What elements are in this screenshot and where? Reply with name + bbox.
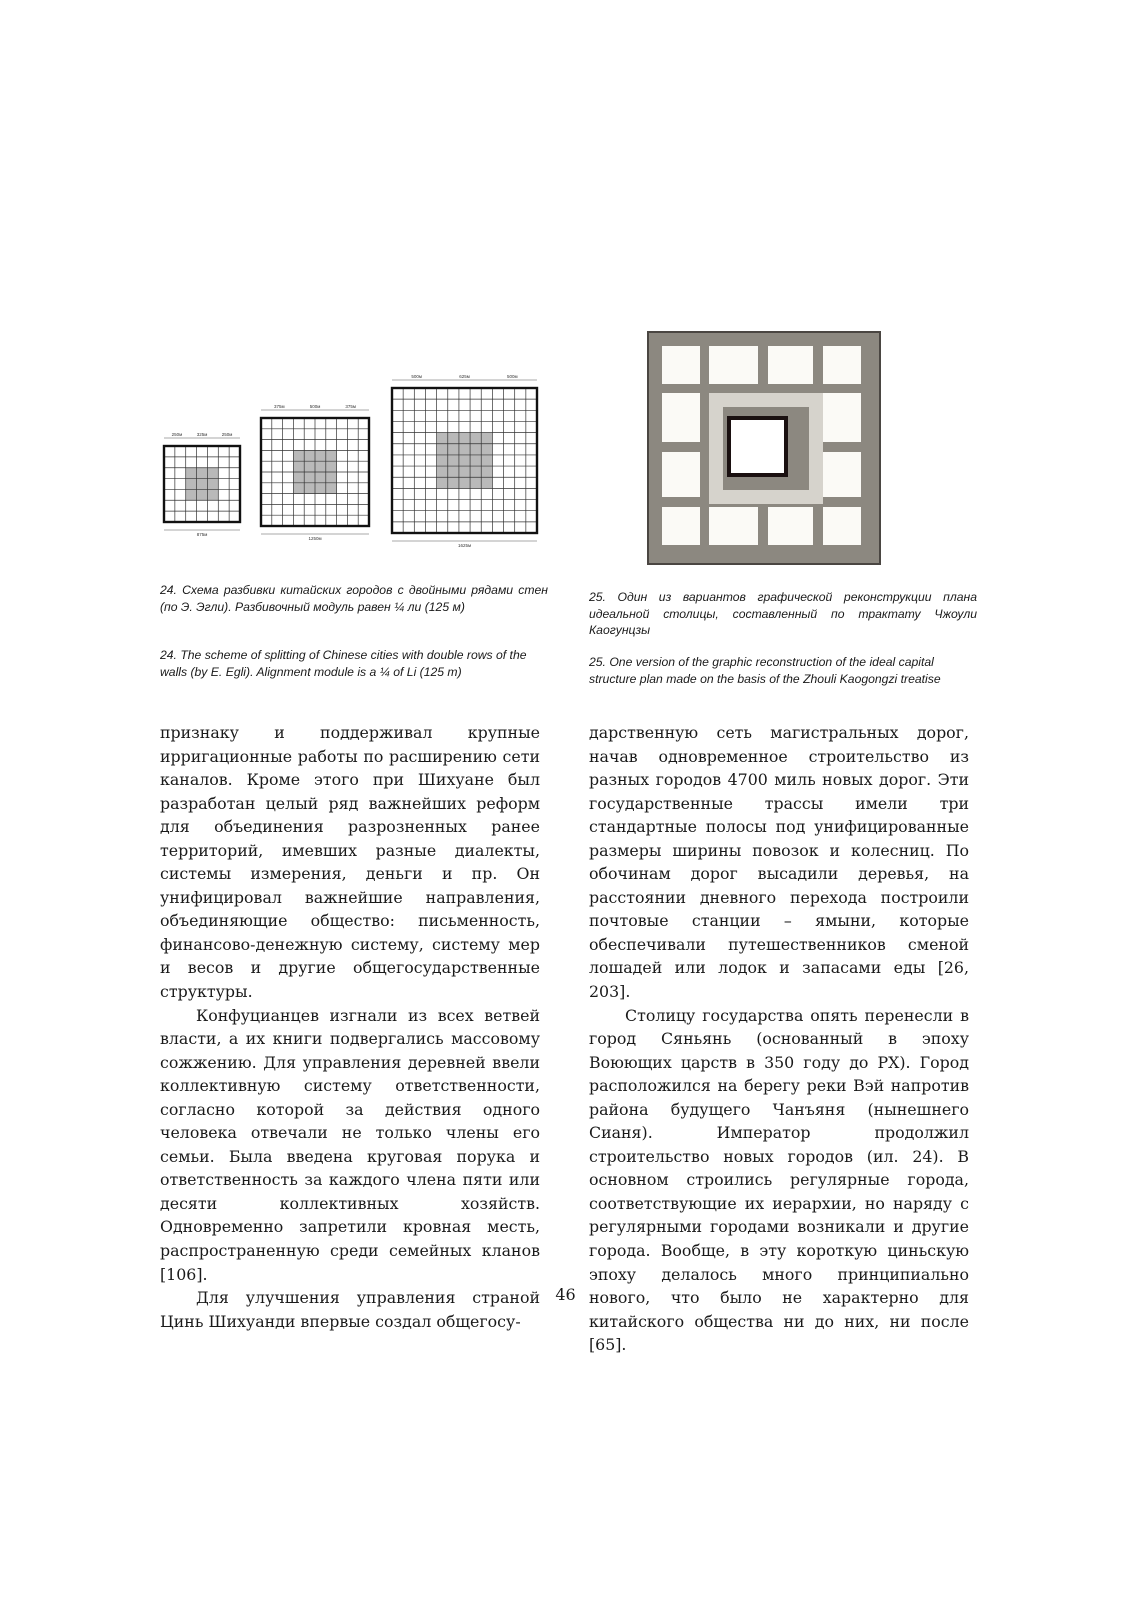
- city-block: [709, 507, 758, 545]
- city-block: [662, 507, 700, 545]
- figure-24-caption-en: 24. The scheme of splitting of Chinese cities with double rows of the walls (by E. Egli). Alignment module is a ¼ of Li (125 m): [160, 648, 527, 679]
- inner-block: [709, 490, 823, 504]
- dimension-label: 500м: [507, 374, 518, 379]
- dimension-label: 375м: [274, 404, 285, 409]
- city-block: [768, 507, 813, 545]
- paragraph: дарственную сеть магистральных дорог, начав одновременное строительство из разных городов 4700 миль новых дорог. Эти государственные трассы имели три стандартные полосы под унифицированные размеры ширины повозок и колесниц. По обочинам дорог высадили деревья, на расстоянии дневного перехода построили почтовые станции – ямыни, которые обеспечивали путешественников сменой лошадей или лодок и запасами еды [26, 203].: [589, 723, 969, 1002]
- figure-24-caption-ru: 24. Схема разбивки китайских городов с двойными рядами стен (по Э. Эгли). Разбивочный модуль равен ¼ ли (125 м): [160, 583, 548, 614]
- city-block: [662, 346, 700, 384]
- dimension-label: 1250м: [308, 536, 322, 541]
- figure-25-caption-ru: 25. Один из вариантов графической реконструкции плана идеальной столицы, составленный по трактату Чжоули Каогунцзы: [589, 590, 977, 638]
- city-block: [823, 452, 861, 497]
- page-number: 46: [555, 1285, 576, 1304]
- inner-block: [809, 407, 823, 490]
- paragraph: Столицу государства опять перенесли в город Сяньянь (основанный в эпоху Воюющих царств в 350 году до РХ). Город расположился на берегу реки Вэй напротив района будущего Чанъяня (нынешнего Сианя). Император продолжил строительство новых городов (ил. 24). В основном строились регулярные города, соответствующие их иерархии, но наряду с регулярными городами возникали и другие города. Вообще, в эту короткую циньскую эпоху делалось много принципиально нового, что было не характерно для китайского общества ни до них, ни после [65].: [589, 1005, 969, 1355]
- dimension-label: 875м: [196, 532, 208, 537]
- dimension-label: 325м: [196, 432, 208, 437]
- palace: [729, 418, 786, 475]
- body-column-right: [589, 721, 969, 1357]
- dimension-label: 1625м: [457, 543, 472, 548]
- center-square: [186, 468, 219, 501]
- dimension-label: 375м: [345, 404, 356, 409]
- figure-25-drawing: [648, 332, 880, 564]
- dimension-label: 625м: [459, 374, 470, 379]
- dimension-label: 500м: [411, 374, 422, 379]
- inner-block: [709, 407, 723, 490]
- figure-24-city-grid-schemes: [160, 366, 550, 548]
- dimension-label: 250м: [221, 432, 233, 437]
- city-block: [823, 507, 861, 545]
- city-block: [823, 393, 861, 442]
- inner-block: [709, 393, 823, 407]
- center-square: [437, 433, 493, 489]
- city-block: [709, 346, 758, 384]
- dimension-label: 250м: [171, 432, 183, 437]
- dimension-label: 500м: [309, 404, 321, 409]
- body-column-left: [160, 721, 540, 1333]
- city-block: [768, 346, 813, 384]
- paragraph: Для улучшения управления страной Цинь Шихуанди впервые создал общегосу-: [160, 1288, 540, 1331]
- city-block: [662, 393, 700, 442]
- figure-25-ideal-capital-plan: [648, 332, 880, 564]
- city-block: [662, 452, 700, 497]
- paragraph: признаку и поддерживал крупные ирригационные работы по расширению сети каналов. Кроме этого при Шихуане был разработан целый ряд важнейших реформ для объединения разрозненных ранее территорий, имевших разные диалекты, системы измерения, деньги и пр. Он унифицировал важнейшие направления, объединяющие общество: письменность, финансово-денежную систему, систему мер и весов и другие общегосударственные структуры.: [160, 723, 540, 1002]
- paragraph: Конфуцианцев изгнали из всех ветвей власти, а их книги подвергались массовому сожжению. Для управления деревней ввели коллективную систему ответственности, согласно которой за действия одного человека отвечали не только члены его семьи. Была введена круговая порука и ответственность за каждого члена пяти или десяти коллективных хозяйств. Одновременно запретили кровная месть, распространенную среди семейных кланов [106].: [160, 1005, 540, 1284]
- city-block: [823, 346, 861, 384]
- figure-25-caption-en: 25. One version of the graphic reconstruction of the ideal capital structure plan made on the basis of the Zhouli Kaogongzi treatise: [589, 655, 941, 686]
- figure-24-drawing: [160, 366, 550, 548]
